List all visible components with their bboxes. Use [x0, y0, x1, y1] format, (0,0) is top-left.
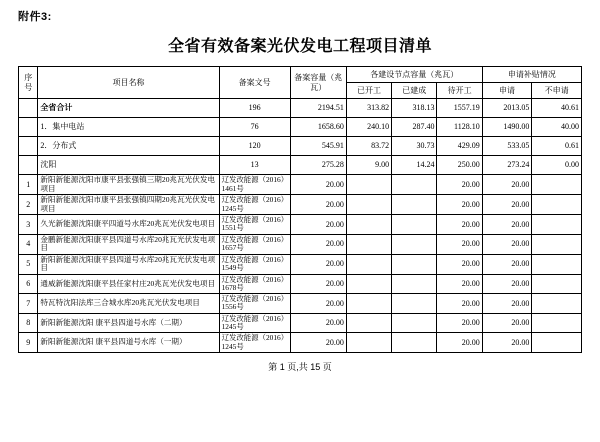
- cell-capacity: 20.00: [290, 195, 346, 215]
- cell-node-pending: 20.00: [437, 215, 482, 235]
- cell-node-started: [346, 313, 391, 333]
- cell-seq: [19, 118, 38, 137]
- cell-capacity: 20.00: [290, 274, 346, 294]
- cell-registration-no: 辽发改能源（2016）1245号: [219, 195, 290, 215]
- cell-subsidy-applied: 533.05: [482, 137, 532, 156]
- cell-seq: [19, 99, 38, 118]
- cell-seq: 6: [19, 274, 38, 294]
- col-header-project-name: 项目名称: [38, 67, 219, 99]
- cell-seq: [19, 156, 38, 175]
- cell-subsidy-applied: 20.00: [482, 215, 532, 235]
- col-header-node-pending: 待开工: [437, 83, 482, 99]
- table-row: [19, 234, 582, 254]
- table-header-row-1: [19, 67, 582, 83]
- cell-project-name: 沈阳: [38, 156, 219, 175]
- cell-subsidy-not-applied: [532, 195, 582, 215]
- cell-node-pending: 20.00: [437, 234, 482, 254]
- cell-node-started: 240.10: [346, 118, 391, 137]
- project-list-table: [18, 66, 582, 353]
- cell-node-started: [346, 274, 391, 294]
- cell-subsidy-not-applied: [532, 294, 582, 314]
- cell-project-name: 全省合计: [38, 99, 219, 118]
- document-page: [0, 8, 600, 442]
- cell-registration-no: 76: [219, 118, 290, 137]
- table-row: [19, 294, 582, 314]
- cell-seq: 7: [19, 294, 38, 314]
- cell-node-pending: 20.00: [437, 333, 482, 353]
- cell-subsidy-not-applied: [532, 215, 582, 235]
- col-header-node-built: 已建成: [392, 83, 437, 99]
- table-row-region-shenyang: [19, 156, 582, 175]
- cell-node-pending: 250.00: [437, 156, 482, 175]
- cell-project-name: 新阳新能源沈阳康平县四道号水库20兆瓦光伏发电项目: [38, 254, 219, 274]
- cell-subsidy-not-applied: 0.00: [532, 156, 582, 175]
- cell-seq: 4: [19, 234, 38, 254]
- cell-subsidy-applied: 20.00: [482, 175, 532, 195]
- cell-capacity: 20.00: [290, 333, 346, 353]
- cell-registration-no: 辽发改能源（2016）1549号: [219, 254, 290, 274]
- cell-subsidy-applied: 273.24: [482, 156, 532, 175]
- cell-node-started: [346, 234, 391, 254]
- cell-subsidy-not-applied: [532, 234, 582, 254]
- cell-node-built: 318.13: [392, 99, 437, 118]
- table-row: [19, 274, 582, 294]
- cell-seq: 3: [19, 215, 38, 235]
- table-row: [19, 215, 582, 235]
- cell-node-built: 30.73: [392, 137, 437, 156]
- cell-registration-no: 辽发改能源（2016）1245号: [219, 333, 290, 353]
- cell-node-built: [392, 294, 437, 314]
- cell-seq: 5: [19, 254, 38, 274]
- cell-subsidy-applied: 20.00: [482, 254, 532, 274]
- cell-node-pending: 429.09: [437, 137, 482, 156]
- cell-project-name: 久光新能源沈阳康平四道号水库20兆瓦光伏发电项目: [38, 215, 219, 235]
- cell-capacity: 20.00: [290, 313, 346, 333]
- cell-node-pending: 20.00: [437, 175, 482, 195]
- cell-node-started: [346, 294, 391, 314]
- cell-capacity: 20.00: [290, 234, 346, 254]
- cell-capacity: 20.00: [290, 215, 346, 235]
- cell-subsidy-applied: 20.00: [482, 313, 532, 333]
- cell-registration-no: 辽发改能源（2016）1556号: [219, 294, 290, 314]
- table-row: [19, 333, 582, 353]
- cell-node-started: 313.82: [346, 99, 391, 118]
- cell-node-pending: 1128.10: [437, 118, 482, 137]
- cell-registration-no: 13: [219, 156, 290, 175]
- cell-registration-no: 辽发改能源（2016）1245号: [219, 313, 290, 333]
- cell-project-name: 金鹏新能源沈阳康平县四道号水库20兆瓦光伏发电项目: [38, 234, 219, 254]
- cell-registration-no: 196: [219, 99, 290, 118]
- cell-capacity: 275.28: [290, 156, 346, 175]
- table-row-summary-distributed: [19, 137, 582, 156]
- cell-capacity: 20.00: [290, 175, 346, 195]
- cell-registration-no: 辽发改能源（2016）1551号: [219, 215, 290, 235]
- cell-node-built: [392, 274, 437, 294]
- cell-node-started: [346, 254, 391, 274]
- cell-capacity: 1658.60: [290, 118, 346, 137]
- col-header-node-started: 已开工: [346, 83, 391, 99]
- cell-capacity: 20.00: [290, 254, 346, 274]
- cell-subsidy-applied: 20.00: [482, 294, 532, 314]
- page-title: 全省有效备案光伏发电工程项目清单: [167, 38, 432, 55]
- table-row-summary-central: [19, 118, 582, 137]
- cell-registration-no: 辽发改能源（2016）1461号: [219, 175, 290, 195]
- cell-project-name: 通威新能源沈阳康平县任家村庄20兆瓦光伏发电项目: [38, 274, 219, 294]
- cell-registration-no: 辽发改能源（2016）1657号: [219, 234, 290, 254]
- cell-capacity: 545.91: [290, 137, 346, 156]
- cell-subsidy-not-applied: 40.61: [532, 99, 582, 118]
- col-header-group-subsidy: 申请补贴情况: [482, 67, 581, 83]
- table-body: [19, 99, 582, 353]
- cell-project-name: 新阳新能源沈阳市康平县张强镇三期20兆瓦光伏发电项目: [38, 175, 219, 195]
- col-header-subsidy-applied: 申请: [482, 83, 532, 99]
- cell-project-name: 2．分布式: [38, 137, 219, 156]
- cell-node-built: [392, 175, 437, 195]
- col-header-registration-no: 备案文号: [219, 67, 290, 99]
- table-row: [19, 195, 582, 215]
- cell-node-built: [392, 234, 437, 254]
- cell-node-pending: 20.00: [437, 274, 482, 294]
- cell-capacity: 20.00: [290, 294, 346, 314]
- col-header-capacity: 备案容量（兆瓦）: [290, 67, 346, 99]
- cell-project-name: 新阳新能源沈阳 康平县四道号水库（二期）: [38, 313, 219, 333]
- cell-subsidy-applied: 20.00: [482, 195, 532, 215]
- cell-subsidy-applied: 20.00: [482, 274, 532, 294]
- cell-subsidy-not-applied: [532, 254, 582, 274]
- cell-subsidy-not-applied: 0.61: [532, 137, 582, 156]
- col-header-subsidy-not-applied: 不申请: [532, 83, 582, 99]
- table-row: [19, 175, 582, 195]
- cell-subsidy-applied: 20.00: [482, 333, 532, 353]
- cell-seq: 9: [19, 333, 38, 353]
- cell-node-built: 287.40: [392, 118, 437, 137]
- cell-seq: 1: [19, 175, 38, 195]
- cell-registration-no: 120: [219, 137, 290, 156]
- cell-seq: 2: [19, 195, 38, 215]
- cell-node-started: [346, 333, 391, 353]
- cell-node-pending: 20.00: [437, 195, 482, 215]
- cell-project-name: 特瓦特沈阳法库三合城水库20兆瓦光伏发电项目: [38, 294, 219, 314]
- cell-node-built: [392, 333, 437, 353]
- cell-subsidy-not-applied: 40.00: [532, 118, 582, 137]
- cell-node-started: [346, 215, 391, 235]
- cell-node-started: [346, 175, 391, 195]
- cell-node-started: [346, 195, 391, 215]
- cell-seq: 8: [19, 313, 38, 333]
- attachment-label: 附件3:: [18, 11, 52, 23]
- table-row: [19, 254, 582, 274]
- cell-node-pending: 20.00: [437, 294, 482, 314]
- cell-project-name: 新阳新能源沈阳市康平县张强镇四期20兆瓦光伏发电项目: [38, 195, 219, 215]
- cell-registration-no: 辽发改能源（2016）1678号: [219, 274, 290, 294]
- cell-capacity: 2194.51: [290, 99, 346, 118]
- cell-node-built: [392, 195, 437, 215]
- cell-subsidy-not-applied: [532, 313, 582, 333]
- table-row-summary-total: [19, 99, 582, 118]
- cell-node-built: [392, 254, 437, 274]
- cell-subsidy-applied: 20.00: [482, 234, 532, 254]
- cell-node-built: [392, 215, 437, 235]
- table-row: [19, 313, 582, 333]
- cell-subsidy-applied: 1490.00: [482, 118, 532, 137]
- cell-node-started: 9.00: [346, 156, 391, 175]
- cell-subsidy-applied: 2013.05: [482, 99, 532, 118]
- cell-node-pending: 20.00: [437, 254, 482, 274]
- col-header-seq: 序号: [19, 67, 38, 99]
- cell-project-name: 新阳新能源沈阳 康平县四道号水库（一期）: [38, 333, 219, 353]
- cell-node-started: 83.72: [346, 137, 391, 156]
- cell-node-pending: 20.00: [437, 313, 482, 333]
- col-header-group-nodes: 各建设节点容量（兆瓦）: [346, 67, 482, 83]
- cell-seq: [19, 137, 38, 156]
- cell-node-pending: 1557.19: [437, 99, 482, 118]
- cell-node-built: 14.24: [392, 156, 437, 175]
- cell-subsidy-not-applied: [532, 175, 582, 195]
- cell-subsidy-not-applied: [532, 333, 582, 353]
- cell-node-built: [392, 313, 437, 333]
- cell-subsidy-not-applied: [532, 274, 582, 294]
- page-footer: 第 1 页,共 15 页: [268, 361, 332, 372]
- cell-project-name: 1．集中电站: [38, 118, 219, 137]
